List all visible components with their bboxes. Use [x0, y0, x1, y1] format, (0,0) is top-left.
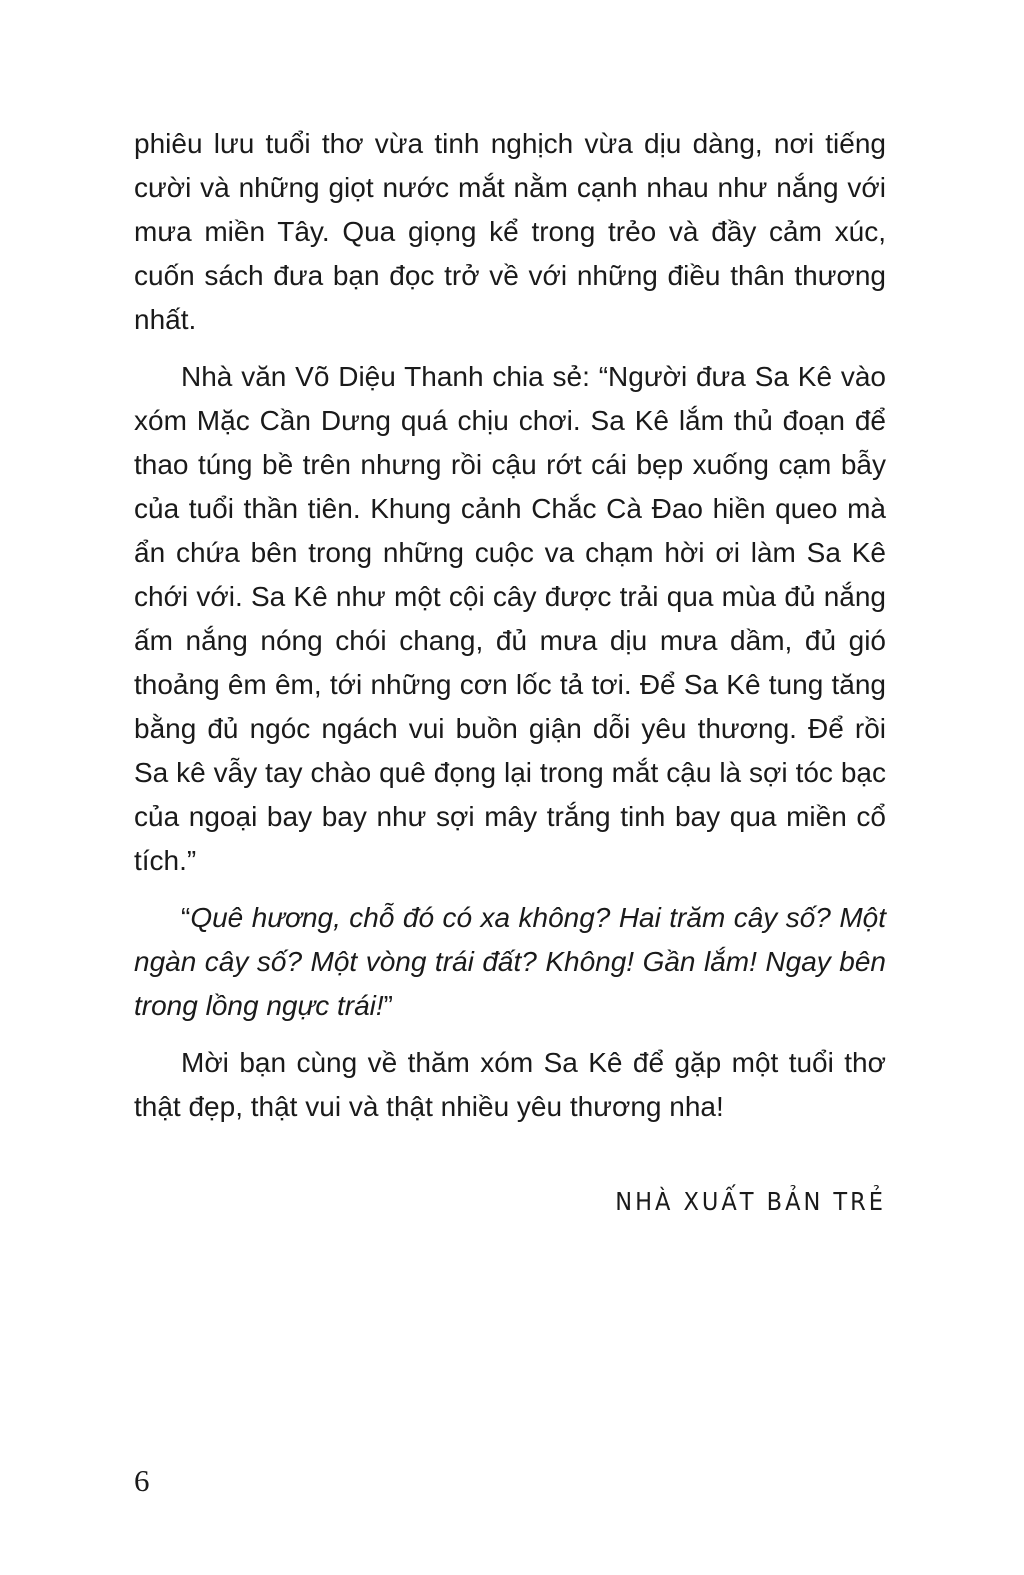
- paragraph-intro-continuation: phiêu lưu tuổi thơ vừa tinh nghịch vừa dịu dàng, nơi tiếng cười và những giọt nước mắt nằm cạnh nhau như nắng với mưa miền Tây. Qua giọng kể trong trẻo và đầy cảm xúc, cuốn sách đưa bạn đọc trở về với những điều thân thương nhất.: [134, 128, 886, 335]
- paragraph-invitation: Mời bạn cùng về thăm xóm Sa Kê để gặp một tuổi thơ thật đẹp, thật vui và thật nhiều yêu thương nha!: [134, 1047, 886, 1122]
- italic-quote-text: Quê hương, chỗ đó có xa không? Hai trăm cây số? Một ngàn cây số? Một vòng trái đất? Không! Gần lắm! Ngay bên trong lồng ngực trái!: [134, 902, 886, 1021]
- publisher-signature: NHÀ XUẤT BẢN TRẺ: [615, 1187, 886, 1216]
- open-quote-mark: “: [181, 902, 191, 933]
- close-quote-mark: ”: [383, 990, 393, 1021]
- page-number: 6: [134, 1463, 150, 1498]
- paragraph-italic-quote: [134, 896, 886, 1028]
- paragraph-author-quote: Nhà văn Võ Diệu Thanh chia sẻ: “Người đưa Sa Kê vào xóm Mặc Cần Dưng quá chịu chơi. Sa Kê lắm thủ đoạn để thao túng bề trên nhưng rồi cậu rớt cái bẹp xuống cạm bẫy của tuổi thần tiên. Khung cảnh Chắc Cà Đao hiền queo mà ẩn chứa bên trong những cuộc va chạm hời ơi làm Sa Kê chới với. Sa Kê như một cội cây được trải qua mùa đủ nắng ấm nắng nóng chói chang, đủ mưa dịu mưa dầm, đủ gió thoảng êm êm, tới những cơn lốc tả tơi. Để Sa Kê tung tăng bằng đủ ngóc ngách vui buồn giận dỗi yêu thương. Để rồi Sa kê vẫy tay chào quê đọng lại trong mắt cậu là sợi tóc bạc của ngoại bay bay như sợi mây trắng tinh bay qua miền cổ tích.”: [134, 361, 886, 876]
- body-text: [134, 122, 886, 1142]
